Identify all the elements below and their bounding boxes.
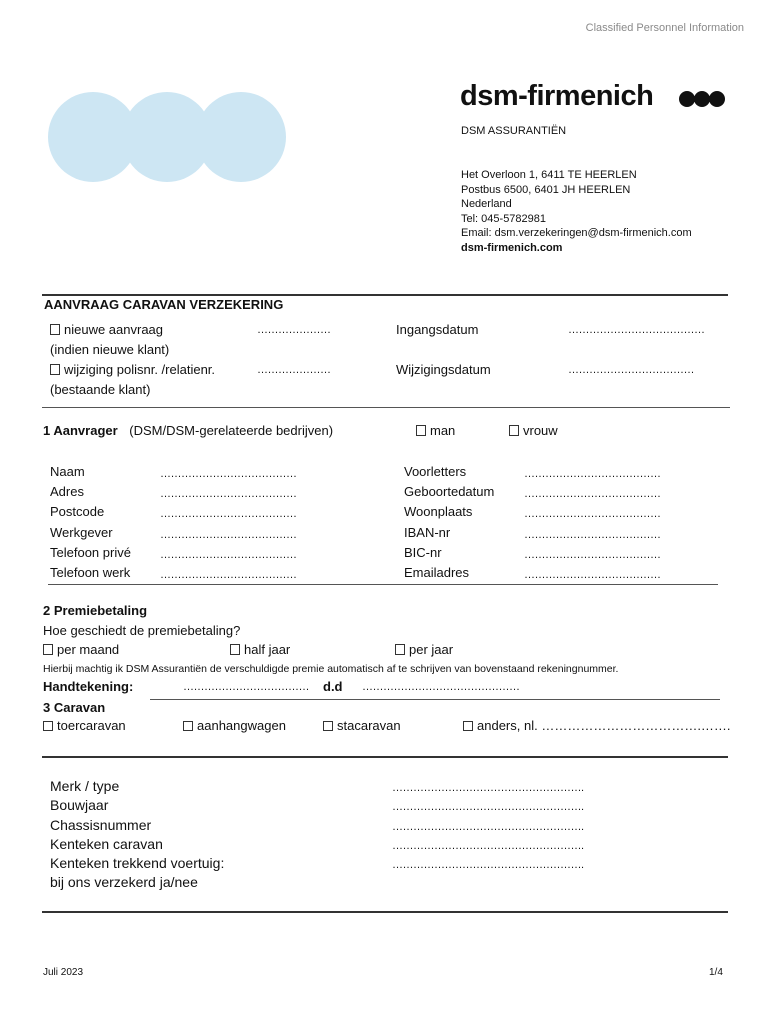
divider: [42, 756, 728, 758]
page-number: 1/4: [709, 967, 723, 978]
input-dots[interactable]: …………………………………: [160, 468, 297, 480]
address-line: Nederland: [461, 198, 512, 211]
input-dots[interactable]: …………………………………: [524, 488, 661, 501]
section1-heading: [43, 423, 333, 438]
field-label-adres: Adres: [50, 484, 84, 500]
new-request-dots: …………………: [257, 324, 331, 336]
option-label: per jaar: [409, 642, 454, 657]
divider: [150, 699, 720, 700]
option-label: per maand: [57, 642, 120, 657]
input-dots[interactable]: ……………………………………………….: [392, 801, 584, 814]
field-label-kenteken-trekkend: Kenteken trekkend voertuig:: [50, 855, 225, 872]
change-checkbox[interactable]: [50, 362, 215, 377]
caravan-labels: [50, 777, 224, 893]
payment-question: Hoe geschiedt de premiebetaling?: [43, 623, 241, 638]
stacaravan-option[interactable]: [323, 718, 401, 733]
option-label: toercaravan: [57, 718, 126, 733]
input-dots[interactable]: ……………………………………………….: [392, 782, 584, 794]
option-label: stacaravan: [337, 718, 401, 733]
address-line: Tel: 045-5782981: [461, 212, 547, 225]
address-line: Postbus 6500, 6401 JH HEERLEN: [461, 183, 631, 196]
address-line: Email: dsm.verzekeringen@dsm-firmenich.com: [461, 227, 692, 240]
company-name: DSM ASSURANTIËN: [461, 125, 567, 137]
divider: [48, 584, 718, 585]
address-line: Het Overloon 1, 6411 TE HEERLEN: [461, 169, 637, 181]
option-label: anders, nl. ……………………………….…….: [477, 718, 731, 733]
caravan-fields[interactable]: [392, 779, 584, 875]
field-label-postcode: Postcode: [50, 504, 105, 520]
applicant-right-fields[interactable]: [524, 464, 661, 585]
input-dots[interactable]: …………………………………: [160, 488, 297, 501]
option-label: half jaar: [244, 642, 291, 657]
option-label: aanhangwagen: [197, 718, 286, 733]
input-dots[interactable]: …………………………………: [524, 569, 661, 582]
start-date-field[interactable]: …………………………………: [568, 324, 705, 336]
field-label-email: Emailadres: [404, 565, 470, 581]
field-label-naam: Naam: [50, 464, 85, 479]
field-label-merk: Merk / type: [50, 778, 120, 794]
change-note: (bestaande klant): [50, 382, 151, 397]
classification-label: Classified Personnel Information: [585, 22, 744, 34]
section2-title: 2 Premiebetaling: [43, 603, 148, 618]
signature-label: Handtekening:: [43, 679, 134, 694]
section1-subtitle: (DSM/DSM-gerelateerde bedrijven): [129, 423, 334, 438]
brand-logo-icon: [679, 90, 727, 108]
website-link[interactable]: dsm-firmenich.com: [461, 241, 563, 254]
input-dots[interactable]: …………………………………: [160, 508, 297, 521]
start-date-label: Ingangsdatum: [396, 322, 479, 337]
input-dots[interactable]: …………………………………: [524, 508, 661, 521]
per-month-option[interactable]: [43, 642, 119, 657]
field-label-bouwjaar: Bouwjaar: [50, 797, 109, 814]
input-dots[interactable]: …………………………………: [160, 528, 297, 541]
field-label-verzekerd: bij ons verzekerd ja/nee: [50, 874, 198, 891]
date-field[interactable]: ………………………………………: [362, 681, 520, 693]
man-label: man: [430, 423, 456, 438]
field-label-kenteken-caravan: Kenteken caravan: [50, 835, 163, 852]
brand-logo-text: dsm-firmenich: [460, 80, 654, 112]
field-label-telefoon-prive: Telefoon privé: [50, 544, 131, 560]
change-date-field[interactable]: ………………………………: [568, 364, 694, 376]
per-year-option[interactable]: [395, 642, 453, 657]
input-dots[interactable]: …………………………………: [160, 548, 297, 561]
toercaravan-option[interactable]: [43, 718, 126, 733]
divider: [42, 911, 728, 913]
decorative-circles: [48, 92, 288, 184]
input-dots[interactable]: …………………………………: [524, 548, 661, 561]
applicant-left-fields[interactable]: [160, 464, 297, 585]
aanhangwagen-option[interactable]: [183, 718, 286, 733]
footer-date: Juli 2023: [43, 967, 84, 978]
section1-title: 1 Aanvrager: [43, 423, 118, 438]
signature-field[interactable]: ………………………………: [183, 681, 309, 693]
field-label-geboortedatum: Geboortedatum: [404, 484, 495, 500]
change-date-label: Wijzigingsdatum: [396, 362, 491, 377]
field-label-chassisnummer: Chassisnummer: [50, 816, 152, 833]
field-label-iban: IBAN-nr: [404, 524, 451, 540]
input-dots[interactable]: …………………………………: [524, 528, 661, 541]
woman-checkbox[interactable]: [509, 423, 558, 438]
field-label-bic: BIC-nr: [404, 544, 442, 560]
field-label-woonplaats: Woonplaats: [404, 504, 473, 520]
divider: [42, 407, 730, 408]
half-year-option[interactable]: [230, 642, 290, 657]
change-dots: …………………: [257, 364, 331, 376]
field-label-telefoon-werk: Telefoon werk: [50, 565, 131, 581]
applicant-right-labels: [404, 462, 494, 583]
company-address: [461, 168, 692, 256]
divider: [42, 294, 728, 296]
man-checkbox[interactable]: [416, 423, 455, 438]
input-dots[interactable]: …………………………………: [160, 569, 297, 582]
change-label: wijziging polisnr. /relatienr.: [64, 362, 216, 377]
new-request-checkbox[interactable]: [50, 322, 163, 337]
form-title: AANVRAAG CARAVAN VERZEKERING: [44, 297, 284, 312]
date-label: d.d: [323, 679, 343, 694]
input-dots[interactable]: ……………………………………………….: [392, 820, 584, 833]
section3-title: 3 Caravan: [43, 700, 106, 715]
applicant-left-labels: [50, 462, 131, 583]
new-request-note: (indien nieuwe klant): [50, 342, 170, 357]
input-dots[interactable]: ……………………………………………….: [392, 839, 584, 852]
other-option[interactable]: [463, 718, 731, 733]
field-label-voorletters: Voorletters: [404, 464, 467, 479]
input-dots[interactable]: …………………………………: [524, 468, 661, 480]
mandate-text: Hierbij machtig ik DSM Assurantiën de verschuldigde premie automatisch af te schrijven van bovenstaand rekeningnummer.: [43, 663, 619, 675]
input-dots[interactable]: ……………………………………………….: [392, 859, 584, 872]
new-request-label: nieuwe aanvraag: [64, 322, 164, 337]
field-label-werkgever: Werkgever: [50, 524, 113, 540]
woman-label: vrouw: [523, 423, 558, 438]
